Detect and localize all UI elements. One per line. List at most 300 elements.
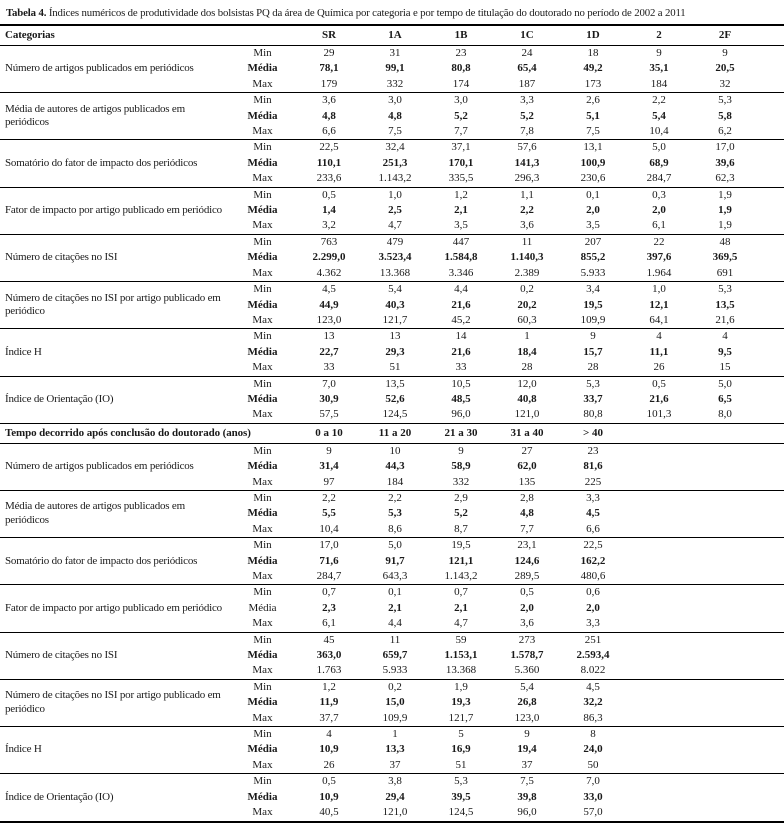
value-cell: 21,6 <box>451 345 471 358</box>
value-cell: 65,4 <box>517 62 537 75</box>
value-cell: 20,2 <box>517 298 537 311</box>
value-cell: 0,5 <box>322 775 336 788</box>
value-cell: 48 <box>719 235 731 248</box>
value-cell: 332 <box>428 475 494 491</box>
stat-label: Max <box>229 313 296 329</box>
value-cell <box>626 475 692 491</box>
value-cell <box>692 727 758 743</box>
value-cell: 230,6 <box>560 171 626 187</box>
value-cell: 59 <box>455 633 467 646</box>
value-cell: 4,5 <box>322 283 336 296</box>
stat-label: Max <box>229 124 296 140</box>
value-cell: 121,7 <box>362 313 428 329</box>
value-cell <box>626 805 692 821</box>
section-header-row <box>0 423 784 443</box>
value-cell: 335,5 <box>428 171 494 187</box>
value-cell: 1,1 <box>520 188 534 201</box>
value-cell: 5,8 <box>718 109 732 122</box>
value-cell: 4,4 <box>362 616 428 632</box>
value-cell: 39,8 <box>517 790 537 803</box>
value-cell: 110,1 <box>316 156 342 169</box>
stat-label: Min <box>253 444 272 457</box>
productivity-table-body <box>0 25 784 822</box>
value-cell <box>692 758 758 774</box>
filler-cell <box>758 648 784 663</box>
value-cell <box>626 648 692 663</box>
value-cell: 16,9 <box>451 743 471 756</box>
table-caption-text: Índices numéricos de produtividade dos bolsistas PQ da área de Química por categoria e por tempo de titulação do doutorado no período de 2002 a 2011 <box>46 7 686 19</box>
stat-label: Min <box>253 141 272 154</box>
stat-label: Min <box>253 633 272 646</box>
value-cell <box>626 601 692 616</box>
value-cell: 4,5 <box>586 507 600 520</box>
category-label: Fator de impacto por artigo publicado em periódico <box>0 187 229 234</box>
value-cell: 19,4 <box>517 743 537 756</box>
value-cell: 397,6 <box>646 251 672 264</box>
value-cell: 91,7 <box>385 554 405 567</box>
value-cell <box>626 443 692 459</box>
value-cell: 21,6 <box>692 313 758 329</box>
value-cell: 4 <box>656 330 662 343</box>
stat-label: Min <box>253 235 272 248</box>
filler-cell <box>758 77 784 93</box>
value-cell: 31 <box>389 47 401 59</box>
stat-label: Média <box>247 298 278 311</box>
value-cell: 96,0 <box>428 407 494 423</box>
value-cell: 26 <box>296 758 362 774</box>
column-header: 1B <box>428 25 494 46</box>
value-cell: 45 <box>323 633 335 646</box>
value-cell: 5,2 <box>454 507 468 520</box>
stat-label: Max <box>229 77 296 93</box>
category-label: Número de citações no ISI por artigo publicado em periódico <box>0 282 229 329</box>
value-cell: 1 <box>524 330 530 343</box>
value-cell: 13 <box>389 330 401 343</box>
value-cell: 179 <box>296 77 362 93</box>
value-cell: 26 <box>626 360 692 376</box>
value-cell: 5 <box>458 728 464 741</box>
value-cell: 12,0 <box>517 377 537 390</box>
category-label: Número de citações no ISI por artigo publicado em periódico <box>0 679 229 726</box>
value-cell: 9 <box>326 444 332 457</box>
value-cell: 64,1 <box>626 313 692 329</box>
value-cell: 21,6 <box>649 392 669 405</box>
value-cell: 37 <box>362 758 428 774</box>
category-label: Índice de Orientação (IO) <box>0 376 229 423</box>
value-cell: 2,2 <box>322 491 336 504</box>
value-cell: 68,9 <box>649 156 669 169</box>
category-label: Número de artigos publicados em periódicos <box>0 443 229 490</box>
value-cell: 4,8 <box>520 507 534 520</box>
data-row <box>0 187 784 203</box>
value-cell: 52,6 <box>385 392 405 405</box>
value-cell: 37 <box>494 758 560 774</box>
filler-cell <box>758 234 784 250</box>
column-header: 1C <box>494 25 560 46</box>
value-cell: 11,9 <box>319 696 339 709</box>
filler-cell <box>758 569 784 585</box>
value-cell: 5,2 <box>454 109 468 122</box>
value-cell: 284,7 <box>296 569 362 585</box>
stat-label: Média <box>248 601 277 614</box>
value-cell: 1.143,2 <box>428 569 494 585</box>
column-header: 31 a 40 <box>494 423 560 443</box>
value-cell <box>692 616 758 632</box>
value-cell <box>692 475 758 491</box>
value-cell: 10,4 <box>626 124 692 140</box>
value-cell <box>692 601 758 616</box>
filler-cell <box>758 376 784 392</box>
value-cell: 0,3 <box>652 188 666 201</box>
stat-label: Max <box>229 758 296 774</box>
stat-label: Média <box>247 507 278 520</box>
value-cell: 0,6 <box>586 586 600 599</box>
value-cell <box>692 490 758 506</box>
filler-cell <box>758 46 784 62</box>
value-cell: 23 <box>587 444 599 457</box>
filler-cell <box>758 443 784 459</box>
value-cell: 1.578,7 <box>510 649 544 662</box>
value-cell: 80,8 <box>560 407 626 423</box>
value-cell: 1,9 <box>692 218 758 234</box>
stat-label: Média <box>247 392 278 405</box>
stat-label: Max <box>229 569 296 585</box>
filler-cell <box>758 805 784 821</box>
value-cell: 32,2 <box>583 696 603 709</box>
value-cell: 1.964 <box>626 266 692 282</box>
stat-label: Max <box>229 407 296 423</box>
value-cell: 3,3 <box>520 94 534 107</box>
value-cell: 44,9 <box>319 298 339 311</box>
value-cell: 101,3 <box>626 407 692 423</box>
value-cell: 1,4 <box>322 204 336 217</box>
value-cell: 24 <box>521 47 533 59</box>
value-cell: 109,9 <box>362 711 428 727</box>
value-cell: 1 <box>392 728 398 741</box>
category-label: Número de citações no ISI <box>0 632 229 679</box>
stat-label: Média <box>247 696 278 709</box>
value-cell <box>626 632 692 648</box>
value-cell: 33,0 <box>583 790 603 803</box>
value-cell: 23 <box>455 47 467 59</box>
value-cell: 4 <box>722 330 728 343</box>
filler-cell <box>758 25 784 46</box>
value-cell: 173 <box>560 77 626 93</box>
table-caption-number: Tabela 4. <box>6 7 47 19</box>
value-cell <box>626 490 692 506</box>
value-cell: 273 <box>518 633 536 646</box>
value-cell: 2,9 <box>454 491 468 504</box>
filler-cell <box>758 392 784 407</box>
value-cell: 162,2 <box>580 554 606 567</box>
value-cell: 19,3 <box>451 696 471 709</box>
filler-cell <box>758 790 784 805</box>
value-cell: 0,2 <box>520 283 534 296</box>
filler-cell <box>758 140 784 156</box>
value-cell: 5,0 <box>718 377 732 390</box>
value-cell: 121,0 <box>494 407 560 423</box>
column-header <box>692 423 758 443</box>
filler-cell <box>758 282 784 298</box>
value-cell: 31,4 <box>319 460 339 473</box>
value-cell: 5,4 <box>388 283 402 296</box>
stat-label: Média <box>247 156 278 169</box>
value-cell: 121,0 <box>362 805 428 821</box>
value-cell: 207 <box>584 235 602 248</box>
value-cell: 332 <box>362 77 428 93</box>
value-cell: 28 <box>494 360 560 376</box>
value-cell: 35,1 <box>649 62 669 75</box>
value-cell: 40,5 <box>296 805 362 821</box>
stat-label: Min <box>253 188 272 201</box>
stat-label: Média <box>247 204 278 217</box>
data-row <box>0 774 784 790</box>
value-cell: 251,3 <box>382 156 408 169</box>
stat-label: Min <box>253 775 272 788</box>
section-header-row <box>0 25 784 46</box>
filler-cell <box>758 742 784 757</box>
data-row <box>0 234 784 250</box>
value-cell: 479 <box>386 235 404 248</box>
value-cell: 7,8 <box>494 124 560 140</box>
value-cell: 6,6 <box>296 124 362 140</box>
value-cell: 13 <box>323 330 335 343</box>
value-cell: 2,8 <box>520 491 534 504</box>
value-cell: 11,1 <box>649 345 669 358</box>
stat-label: Média <box>247 62 278 75</box>
value-cell: 3.523,4 <box>378 251 412 264</box>
value-cell: 10,9 <box>319 743 339 756</box>
value-cell: 96,0 <box>494 805 560 821</box>
value-cell: 3,5 <box>428 218 494 234</box>
value-cell: 13,5 <box>715 298 735 311</box>
filler-cell <box>758 601 784 616</box>
value-cell: 2,2 <box>520 204 534 217</box>
value-cell: 37,1 <box>451 141 471 154</box>
value-cell: 0,1 <box>586 188 600 201</box>
value-cell: 6,1 <box>296 616 362 632</box>
stat-label: Max <box>229 522 296 538</box>
value-cell: 5.933 <box>362 663 428 679</box>
value-cell: 48,5 <box>451 392 471 405</box>
column-header: 2 <box>626 25 692 46</box>
stat-label: Max <box>229 171 296 187</box>
value-cell: 14 <box>455 330 467 343</box>
value-cell: 1,9 <box>718 188 732 201</box>
category-label: Índice H <box>0 727 229 774</box>
value-cell: 13.368 <box>428 663 494 679</box>
data-row <box>0 46 784 62</box>
value-cell: 184 <box>626 77 692 93</box>
stat-label: Min <box>253 491 272 504</box>
value-cell <box>692 742 758 757</box>
column-header: 1A <box>362 25 428 46</box>
value-cell <box>626 538 692 554</box>
value-cell: 1,2 <box>322 680 336 693</box>
value-cell: 5,3 <box>586 377 600 390</box>
category-label: Somatório do fator de impacto dos periódicos <box>0 140 229 187</box>
value-cell <box>692 774 758 790</box>
stat-label: Max <box>229 805 296 821</box>
value-cell: 10,4 <box>296 522 362 538</box>
value-cell: 0,5 <box>520 586 534 599</box>
value-cell: 5,0 <box>388 539 402 552</box>
stat-label: Max <box>229 360 296 376</box>
value-cell: 5,2 <box>520 109 534 122</box>
value-cell: 363,0 <box>316 649 342 662</box>
value-cell: 20,5 <box>715 62 735 75</box>
value-cell <box>692 569 758 585</box>
filler-cell <box>758 250 784 265</box>
value-cell <box>626 522 692 538</box>
value-cell: 81,6 <box>583 460 603 473</box>
value-cell: 124,6 <box>514 554 540 567</box>
value-cell: 7,5 <box>560 124 626 140</box>
value-cell: 50 <box>560 758 626 774</box>
value-cell: 141,3 <box>514 156 540 169</box>
value-cell <box>626 695 692 710</box>
value-cell <box>692 632 758 648</box>
value-cell: 1.153,1 <box>444 649 478 662</box>
value-cell: 3,3 <box>586 491 600 504</box>
value-cell: 57,0 <box>560 805 626 821</box>
value-cell: 4,8 <box>388 109 402 122</box>
value-cell: 9 <box>590 330 596 343</box>
stat-label: Min <box>253 728 272 741</box>
value-cell: 7,0 <box>586 775 600 788</box>
value-cell: 0,7 <box>322 586 336 599</box>
value-cell: 13,5 <box>385 377 405 390</box>
value-cell: 5,0 <box>652 141 666 154</box>
value-cell: 22,7 <box>319 345 339 358</box>
value-cell: 170,1 <box>448 156 474 169</box>
value-cell: 2,0 <box>652 204 666 217</box>
value-cell: 9 <box>458 444 464 457</box>
stat-label: Max <box>229 266 296 282</box>
value-cell: 3.346 <box>428 266 494 282</box>
stat-label: Max <box>229 218 296 234</box>
column-header: 2F <box>692 25 758 46</box>
value-cell: 58,9 <box>451 460 471 473</box>
filler-cell <box>758 203 784 218</box>
stat-label: Min <box>253 586 272 599</box>
data-row <box>0 282 784 298</box>
value-cell <box>626 554 692 569</box>
value-cell <box>626 711 692 727</box>
value-cell: 33,7 <box>583 392 603 405</box>
value-cell: 0,7 <box>454 586 468 599</box>
value-cell: 22,5 <box>583 539 603 552</box>
value-cell: 659,7 <box>382 649 408 662</box>
value-cell: 23,1 <box>517 539 537 552</box>
category-label: Número de artigos publicados em periódicos <box>0 46 229 93</box>
section-header-label: Tempo decorrido após conclusão do doutorado (anos) <box>0 423 296 443</box>
filler-cell <box>758 187 784 203</box>
filler-cell <box>758 459 784 474</box>
value-cell: 0,1 <box>388 586 402 599</box>
value-cell: 121,7 <box>428 711 494 727</box>
value-cell: 284,7 <box>626 171 692 187</box>
value-cell: 62,0 <box>517 460 537 473</box>
value-cell: 135 <box>494 475 560 491</box>
value-cell: 57,5 <box>296 407 362 423</box>
value-cell: 3,0 <box>454 94 468 107</box>
stat-label: Média <box>247 554 278 567</box>
value-cell: 7,5 <box>520 775 534 788</box>
value-cell: 9 <box>524 728 530 741</box>
filler-cell <box>758 360 784 376</box>
value-cell: 19,5 <box>583 298 603 311</box>
value-cell: 5.360 <box>494 663 560 679</box>
value-cell <box>626 663 692 679</box>
filler-cell <box>758 345 784 360</box>
value-cell: 29 <box>323 47 335 59</box>
value-cell: 13,3 <box>385 743 405 756</box>
value-cell: 123,0 <box>494 711 560 727</box>
category-label: Índice de Orientação (IO) <box>0 774 229 822</box>
value-cell: 1.140,3 <box>510 251 544 264</box>
value-cell: 15,0 <box>385 696 405 709</box>
value-cell: 57,6 <box>517 141 537 154</box>
value-cell: 3,4 <box>586 283 600 296</box>
value-cell: 78,1 <box>319 62 339 75</box>
value-cell <box>626 569 692 585</box>
value-cell: 5,3 <box>388 507 402 520</box>
value-cell: 10,9 <box>319 790 339 803</box>
value-cell: 3,0 <box>388 94 402 107</box>
value-cell: 4,7 <box>362 218 428 234</box>
value-cell: 40,3 <box>385 298 405 311</box>
value-cell: 2,1 <box>454 601 468 614</box>
value-cell: 369,5 <box>712 251 738 264</box>
column-header <box>626 423 692 443</box>
value-cell <box>692 648 758 663</box>
filler-cell <box>758 616 784 632</box>
value-cell <box>692 805 758 821</box>
data-row <box>0 329 784 345</box>
filler-cell <box>758 727 784 743</box>
value-cell: 37,7 <box>296 711 362 727</box>
value-cell: 7,7 <box>428 124 494 140</box>
value-cell: 2,0 <box>520 601 534 614</box>
value-cell: 1,9 <box>718 204 732 217</box>
value-cell: 45,2 <box>428 313 494 329</box>
data-row <box>0 443 784 459</box>
value-cell: 5.933 <box>560 266 626 282</box>
value-cell: 1,0 <box>652 283 666 296</box>
column-header: 11 a 20 <box>362 423 428 443</box>
value-cell: 5,5 <box>322 507 336 520</box>
value-cell: 12,1 <box>649 298 669 311</box>
value-cell: 22 <box>653 235 665 248</box>
value-cell: 6,6 <box>560 522 626 538</box>
value-cell: 447 <box>452 235 470 248</box>
value-cell <box>692 663 758 679</box>
value-cell: 13.368 <box>362 266 428 282</box>
value-cell: 8 <box>590 728 596 741</box>
stat-label: Média <box>247 460 278 473</box>
filler-cell <box>758 711 784 727</box>
value-cell: 0,2 <box>388 680 402 693</box>
value-cell: 18,4 <box>517 345 537 358</box>
value-cell: 184 <box>362 475 428 491</box>
stat-label: Max <box>229 616 296 632</box>
value-cell: 174 <box>428 77 494 93</box>
stat-label: Min <box>253 47 272 59</box>
data-row <box>0 490 784 506</box>
value-cell: 29,4 <box>385 790 405 803</box>
stat-label: Média <box>247 790 278 803</box>
